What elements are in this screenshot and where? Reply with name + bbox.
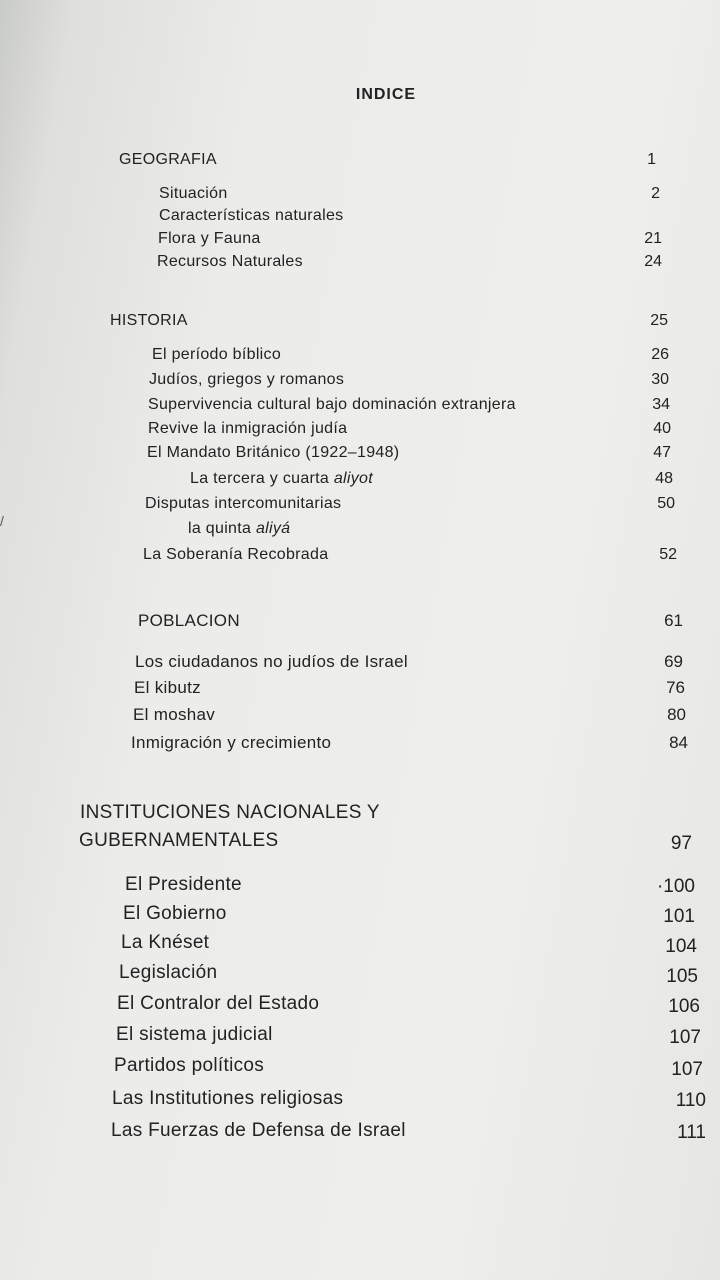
- toc-entry-page: 84: [669, 733, 688, 752]
- toc-entry-page: 105: [666, 966, 698, 987]
- toc-entry-italic: aliyá: [255, 520, 291, 537]
- toc-entry: Recursos Naturales: [157, 253, 303, 270]
- toc-entry-page: 24: [644, 253, 662, 270]
- toc-entry-page: 30: [651, 371, 669, 388]
- toc-entry: La Soberanía Recobrada: [143, 546, 329, 563]
- toc-entry: El Presidente: [125, 874, 242, 895]
- toc-entry: El período bíblico: [152, 346, 282, 363]
- toc-entry: Disputas intercomunitarias: [145, 495, 342, 512]
- toc-entry: Supervivencia cultural bajo dominación extranjera: [148, 396, 516, 413]
- toc-entry-page: 21: [644, 230, 662, 247]
- toc-entry: Las Fuerzas de Defensa de Israel: [111, 1120, 406, 1141]
- toc-entry: El kibutz: [134, 678, 201, 697]
- toc-entry-page: 47: [653, 444, 671, 461]
- toc-entry-page: 101: [663, 906, 695, 927]
- toc-entry-page: 48: [655, 470, 673, 487]
- toc-entry: La Knéset: [121, 932, 210, 953]
- toc-entry-page: 50: [657, 495, 675, 512]
- toc-entry-page: 106: [668, 996, 700, 1017]
- section-page-poblacion: 61: [664, 611, 683, 630]
- toc-entry: Revive la inmigración judía: [148, 420, 348, 437]
- section-heading-instituciones-line1: INSTITUCIONES NACIONALES Y: [80, 802, 380, 823]
- toc-entry-page: 104: [665, 936, 697, 957]
- toc-entry: Flora y Fauna: [158, 230, 261, 247]
- toc-entry: El Contralor del Estado: [117, 993, 320, 1014]
- section-page-instituciones: 97: [670, 833, 692, 854]
- toc-entry: [188, 520, 290, 538]
- section-heading-geografia: GEOGRAFIA: [119, 151, 217, 168]
- toc-entry: Judíos, griegos y romanos: [149, 371, 345, 388]
- toc-entry-page: 2: [651, 185, 660, 202]
- toc-entry-page: 80: [667, 705, 686, 724]
- toc-entry-page: ·100: [656, 876, 695, 897]
- toc-entry-page: 107: [669, 1027, 701, 1048]
- toc-entry-prefix: La tercera y cuarta: [190, 470, 334, 487]
- toc-entry: El Gobierno: [123, 903, 227, 924]
- toc-entry: Inmigración y crecimiento: [131, 733, 332, 752]
- toc-entry: [190, 470, 373, 488]
- section-heading-historia: HISTORIA: [110, 312, 188, 329]
- toc-entry-page: 76: [666, 678, 685, 697]
- toc-entry-page: 107: [671, 1059, 703, 1080]
- toc-entry: El Mandato Británico (1922–1948): [147, 444, 400, 461]
- section-page-historia: 25: [650, 312, 668, 329]
- section-page-geografia: 1: [647, 151, 656, 168]
- toc-entry-italic: aliyot: [333, 470, 373, 487]
- toc-entry: El sistema judicial: [116, 1024, 273, 1045]
- toc-entry: Legislación: [119, 962, 218, 983]
- toc-title: INDICE: [355, 86, 417, 103]
- section-heading-poblacion: POBLACION: [138, 611, 240, 630]
- toc-entry: Las Institutiones religiosas: [112, 1088, 344, 1109]
- toc-entry-page: 40: [653, 420, 671, 437]
- toc-entry-page: 110: [675, 1090, 706, 1111]
- toc-entry: Partidos políticos: [114, 1055, 265, 1076]
- toc-entry-page: 26: [651, 346, 669, 363]
- toc-entry-page: 52: [659, 546, 677, 563]
- toc-entry: Situación: [159, 185, 228, 202]
- toc-entry-page: 34: [652, 396, 670, 413]
- section-heading-instituciones-line2: GUBERNAMENTALES: [79, 830, 279, 851]
- toc-entry-prefix: la quinta: [188, 520, 256, 537]
- toc-entry-page: 111: [677, 1122, 706, 1143]
- toc-entry: Los ciudadanos no judíos de Israel: [135, 652, 408, 671]
- margin-mark: /: [0, 513, 4, 529]
- toc-entry: Características naturales: [159, 207, 344, 224]
- toc-entry-page: 69: [664, 652, 683, 671]
- toc-entry: El moshav: [133, 705, 216, 724]
